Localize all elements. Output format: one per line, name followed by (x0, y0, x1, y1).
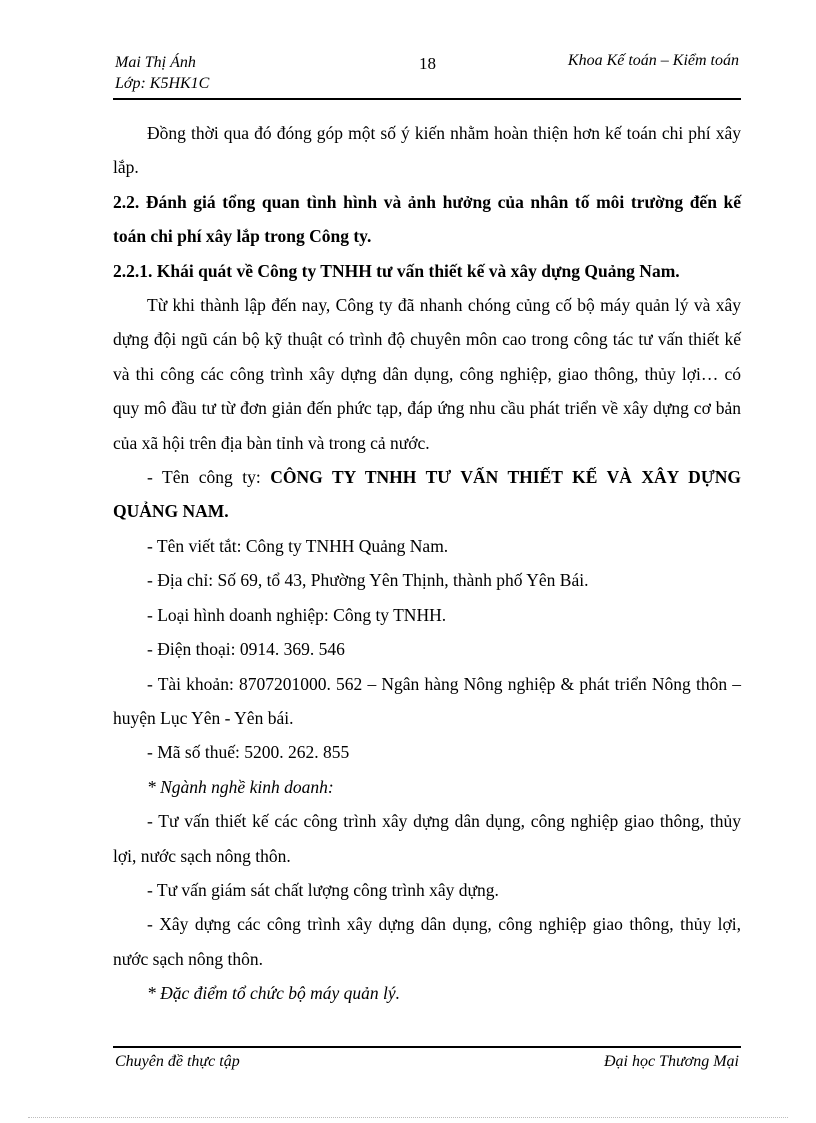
header-author: Mai Thị Ánh (115, 54, 196, 71)
account-line: - Tài khoản: 8707201000. 562 – Ngân hàng Nông nghiệp & phát triển Nông thôn – huyện Lục Yên - Yên bái. (113, 673, 741, 728)
page-bottom-divider (28, 1117, 788, 1118)
footer-right: Đại học Thương Mại (603, 1053, 739, 1070)
page-footer (113, 1046, 741, 1076)
company-name-value: CÔNG TY TNHH TƯ VẤN THIẾT KẾ VÀ XÂY DỰNG QUẢNG NAM. (113, 467, 741, 522)
footer-left: Chuyên đề thực tập (115, 1053, 240, 1070)
business-line-item: - Tư vấn thiết kế các công trình xây dựng dân dụng, công nghiệp giao thông, thủy lợi, nước sạch nông thôn. (113, 811, 741, 866)
document-body (113, 116, 741, 1011)
tax-code-line: - Mã số thuế: 5200. 262. 855 (147, 742, 350, 763)
header-faculty: Khoa Kế toán – Kiểm toán (567, 52, 739, 69)
address-line: - Địa chỉ: Số 69, tổ 43, Phường Yên Thịnh, thành phố Yên Bái. (147, 570, 589, 591)
header-author-block (115, 52, 209, 94)
business-type-line: - Loại hình doanh nghiệp: Công ty TNHH. (147, 604, 447, 625)
paragraph-company-overview: Từ khi thành lập đến nay, Công ty đã nhanh chóng củng cố bộ máy quản lý và xây dựng đội ngũ cán bộ kỹ thuật có trình độ chuyên môn cao trong công tác tư vấn thiết kế và thi công các công trình xây dựng dân dụng, công nghiệp, giao thông, thủy lợi… có quy mô đầu tư từ đơn giản đến phức tạp, đáp ứng nhu cầu phát triển về xây dựng cơ bản của xã hội trên địa bàn tỉnh và trong cả nước. (113, 295, 741, 453)
business-lines-heading: * Ngành nghề kinh doanh: (147, 776, 334, 797)
page-number: 18 (419, 54, 436, 73)
business-line-item: - Xây dựng các công trình xây dựng dân dụng, công nghiệp giao thông, thủy lợi, nước sạch nông thôn. (113, 914, 741, 969)
section-heading-2-2-1: 2.2.1. Khái quát về Công ty TNHH tư vấn thiết kế và xây dựng Quảng Nam. (113, 260, 680, 281)
business-line-item: - Tư vấn giám sát chất lượng công trình xây dựng. (147, 879, 499, 900)
header-class: Lớp: K5HK1C (115, 75, 210, 92)
section-heading-2-2: 2.2. Đánh giá tổng quan tình hình và ảnh hưởng của nhân tố môi trường đến kế toán chi phí xây lắp trong Công ty. (113, 191, 741, 247)
company-name-line (113, 460, 741, 529)
company-name-label: - Tên công ty: (147, 467, 271, 488)
phone-line: - Điện thoại: 0914. 369. 546 (147, 639, 345, 660)
org-structure-heading: * Đặc điểm tổ chức bộ máy quản lý. (147, 983, 401, 1004)
page-header (113, 50, 741, 100)
short-name-line: - Tên viết tắt: Công ty TNHH Quảng Nam. (147, 535, 449, 556)
paragraph-intro: Đồng thời qua đó đóng góp một số ý kiến nhằm hoàn thiện hơn kế toán chi phí xây lắp. (113, 123, 741, 178)
